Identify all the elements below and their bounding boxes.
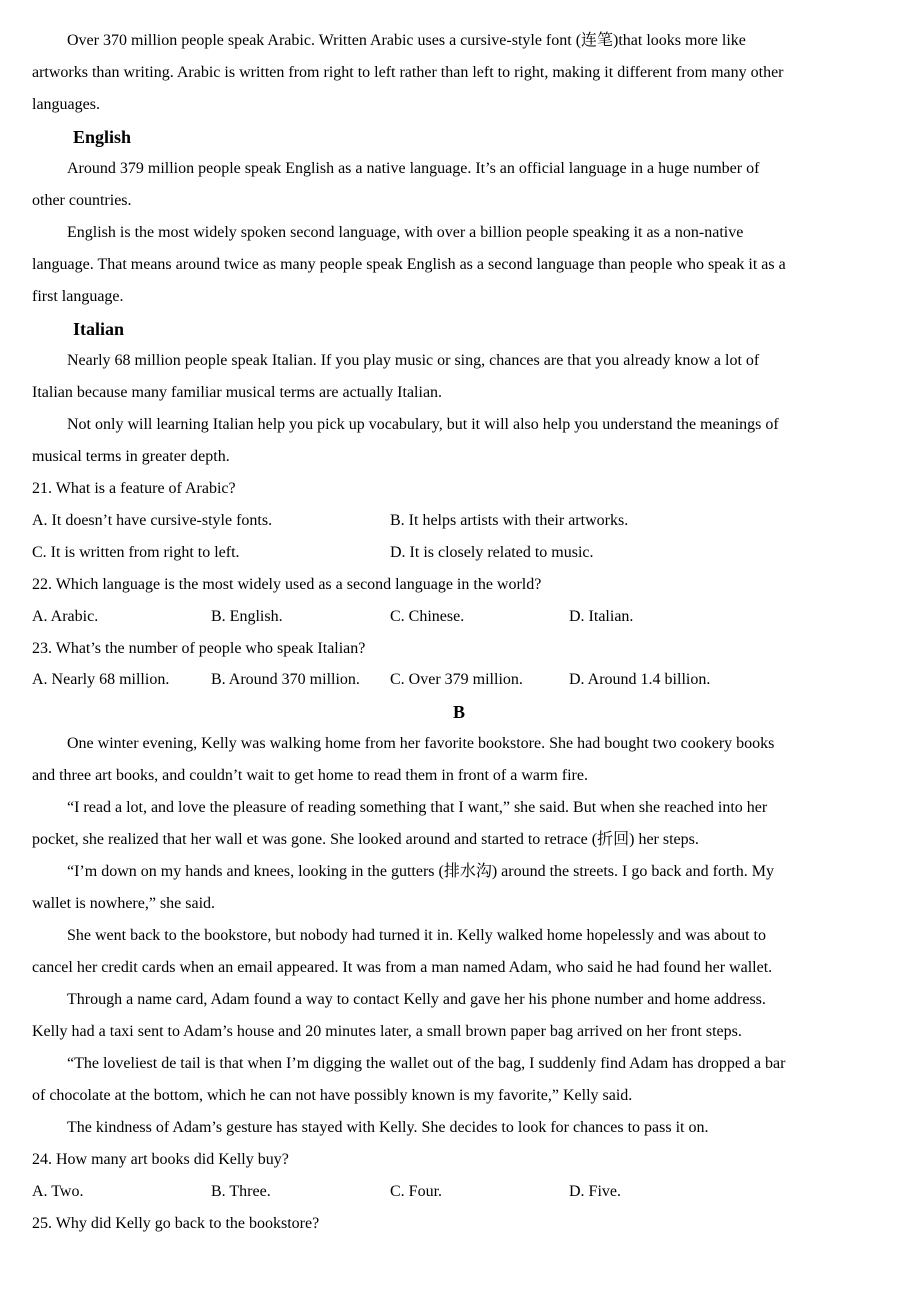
text-line: languages. (32, 96, 100, 113)
option-b[interactable]: B. English. (211, 608, 283, 625)
option-d[interactable]: D. It is closely related to music. (390, 544, 594, 561)
option-c[interactable]: C. Four. (390, 1183, 443, 1200)
text-line: Italian because many familiar musical terms are actually Italian. (32, 384, 443, 401)
text-line: Around 379 million people speak English as a native language. It’s an official language in a huge number of (67, 160, 760, 177)
option-a[interactable]: A. Two. (32, 1183, 84, 1200)
text-line: “The loveliest de tail is that when I’m digging the wallet out of the bag, I suddenly find Adam has dropped a bar (67, 1055, 786, 1072)
option-c[interactable]: C. Chinese. (390, 608, 465, 625)
text-line: cancel her credit cards when an email appeared. It was from a man named Adam, who said he had found her wallet. (32, 959, 773, 976)
text-line: musical terms in greater depth. (32, 448, 230, 465)
text-line: of chocolate at the bottom, which he can not have possibly known is my favorite,” Kelly said. (32, 1087, 633, 1104)
text-line: language. That means around twice as many people speak English as a second language than people who speak it as a (32, 256, 786, 273)
option-a[interactable]: A. It doesn’t have cursive-style fonts. (32, 512, 273, 529)
option-c[interactable]: C. Over 379 million. (390, 671, 523, 688)
text-line: Not only will learning Italian help you pick up vocabulary, but it will also help you understand the meanings of (67, 416, 779, 433)
option-b[interactable]: B. It helps artists with their artworks. (390, 512, 629, 529)
text-line: and three art books, and couldn’t wait to get home to read them in front of a warm fire. (32, 767, 588, 784)
text-line: “I read a lot, and love the pleasure of reading something that I want,” she said. But when she reached into her (67, 799, 768, 816)
question-stem: 22. Which language is the most widely used as a second language in the world? (32, 576, 542, 593)
text-line: wallet is nowhere,” she said. (32, 895, 216, 912)
option-a[interactable]: A. Nearly 68 million. (32, 671, 170, 688)
option-d[interactable]: D. Around 1.4 billion. (569, 671, 711, 688)
text-line: pocket, she realized that her wall et was gone. She looked around and started to retrace (折回) her steps. (32, 831, 699, 848)
text-line: English is the most widely spoken second language, with over a billion people speaking it as a non-native (67, 224, 744, 241)
text-line: first language. (32, 288, 124, 305)
text-line: Nearly 68 million people speak Italian. If you play music or sing, chances are that you already know a lot of (67, 352, 760, 369)
question-stem: 24. How many art books did Kelly buy? (32, 1151, 289, 1168)
question-stem: 21. What is a feature of Arabic? (32, 480, 236, 497)
passage-label: B (452, 702, 465, 722)
text-line: Kelly had a taxi sent to Adam’s house and 20 minutes later, a small brown paper bag arrived on her front steps. (32, 1023, 742, 1040)
question-stem: 25. Why did Kelly go back to the bookstore? (32, 1215, 320, 1232)
text-line: Through a name card, Adam found a way to contact Kelly and gave her his phone number and home address. (67, 991, 766, 1008)
text-line: One winter evening, Kelly was walking home from her favorite bookstore. She had bought two cookery books (67, 735, 775, 752)
question-stem: 23. What’s the number of people who speak Italian? (32, 640, 366, 657)
text-line: Over 370 million people speak Arabic. Written Arabic uses a cursive-style font (连笔)that looks more like (67, 32, 746, 49)
section-heading-italian: Italian (73, 319, 125, 339)
option-d[interactable]: D. Italian. (569, 608, 634, 625)
section-heading-english: English (73, 127, 132, 147)
text-line: artworks than writing. Arabic is written from right to left rather than left to right, making it different from many other (32, 64, 784, 81)
text-line: “I’m down on my hands and knees, looking in the gutters (排水沟) around the streets. I go back and forth. My (67, 863, 774, 880)
text-line: other countries. (32, 192, 132, 209)
option-c[interactable]: C. It is written from right to left. (32, 544, 240, 561)
text-line: She went back to the bookstore, but nobody had turned it in. Kelly walked home hopelessly and was about to (67, 927, 766, 944)
text-line: The kindness of Adam’s gesture has stayed with Kelly. She decides to look for chances to pass it on. (67, 1119, 709, 1136)
option-b[interactable]: B. Around 370 million. (211, 671, 360, 688)
option-a[interactable]: A. Arabic. (32, 608, 99, 625)
option-d[interactable]: D. Five. (569, 1183, 621, 1200)
option-b[interactable]: B. Three. (211, 1183, 271, 1200)
